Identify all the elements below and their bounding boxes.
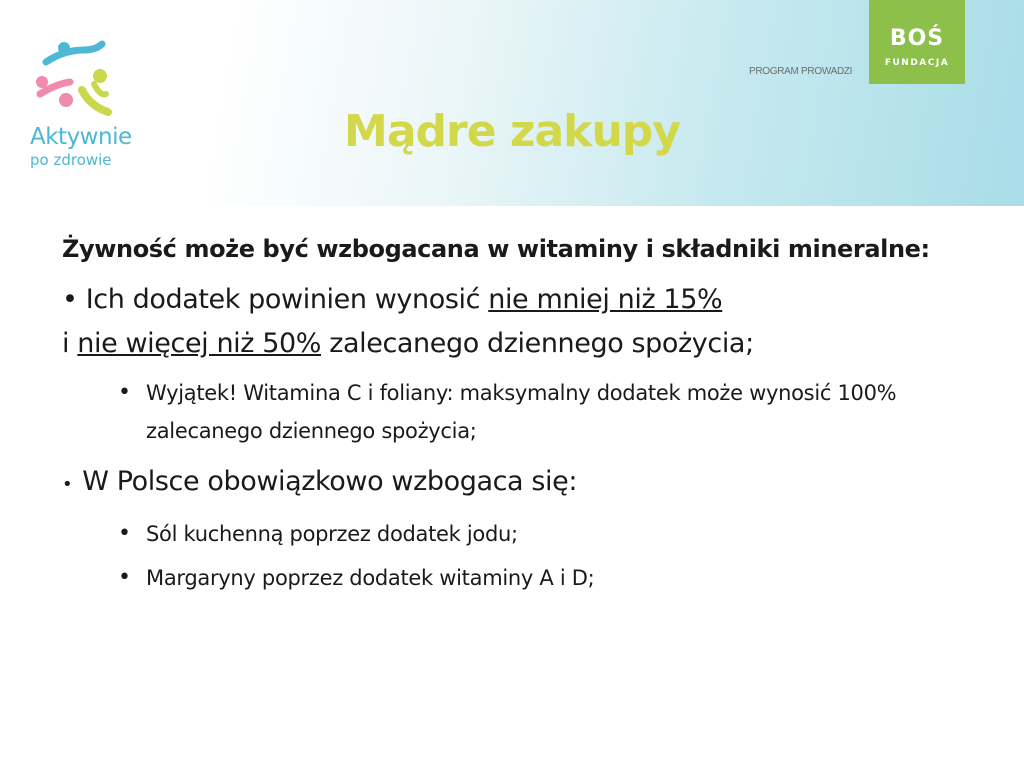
bullet-polska-text: W Polsce obowiązkowo wzbogaca się:: [82, 466, 578, 497]
bos-name: BOŚ: [889, 26, 945, 51]
slide-title: Mądre zakupy: [344, 106, 680, 157]
bullet-dodatek: [62, 278, 982, 366]
bullet-marker: •: [62, 474, 73, 495]
intro-text: Żywność może być wzbogacana w witaminy i składniki mineralne:: [62, 235, 930, 263]
sub-bullet-marker: •: [118, 521, 131, 546]
slide-body: [62, 226, 982, 597]
bullet-dodatek-post: zalecanego dziennego spożycia;: [321, 328, 754, 359]
sub-bullet-wyjatek-text: Wyjątek! Witamina C i foliany: maksymalny dodatek może wynosić 100% zalecanego dziennego spożycia;: [146, 381, 897, 443]
bos-fundacja-logo: [869, 0, 965, 84]
bullet-dodatek-min: nie mniej niż 15%: [488, 284, 723, 315]
sub-bullet-sol-text: Sól kuchenną poprzez dodatek jodu;: [146, 522, 518, 546]
bullet-polska: [62, 460, 982, 507]
slide-header: [0, 0, 1024, 206]
sub-bullet-marker: •: [118, 565, 131, 590]
sub-bullet-sol: [62, 515, 982, 553]
sub-bullet-margaryny: [62, 559, 982, 597]
sub-bullet-margaryny-text: Margaryny poprzez dodatek witaminy A i D;: [146, 566, 595, 590]
bos-subtitle: FUNDACJA: [884, 58, 950, 68]
sub-bullet-wyjatek: [62, 374, 982, 450]
bullet-marker: •: [62, 284, 78, 315]
program-label: PROGRAM PROWADZI: [749, 66, 853, 77]
bullet-dodatek-max: nie więcej niż 50%: [77, 328, 322, 359]
logo-line-1: Aktywnie: [30, 124, 132, 150]
logo-line-2: po zdrowie: [30, 151, 112, 169]
bullet-dodatek-mid: i: [62, 328, 78, 359]
sub-bullet-marker: •: [118, 380, 131, 405]
bullet-dodatek-pre: Ich dodatek powinien wynosić: [85, 284, 489, 315]
